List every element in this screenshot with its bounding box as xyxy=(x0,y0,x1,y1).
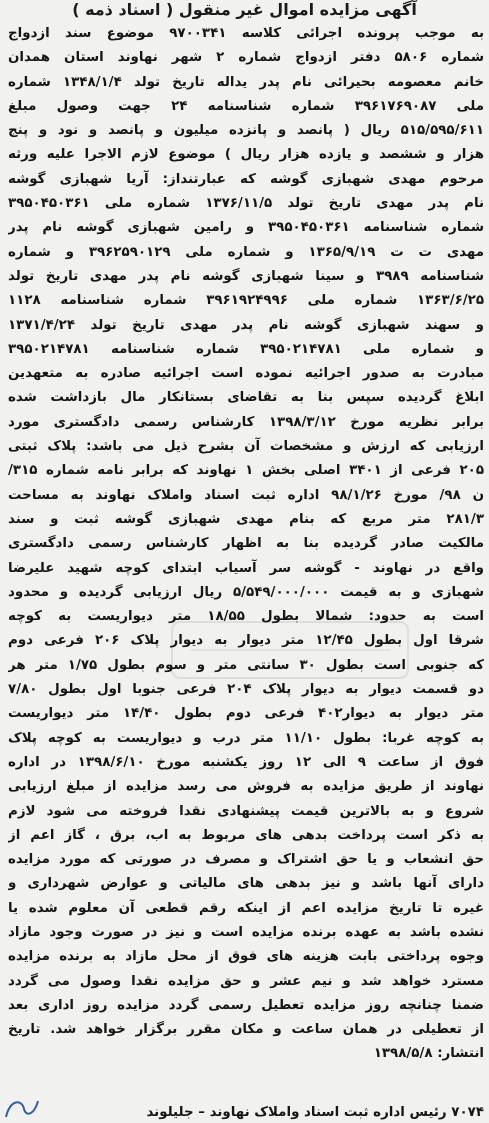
notice-line: نام پدر مهدی تاریخ تولد ۱۳۷۶/۱۱/۵ شماره ملی ۳۹۵۰۴۵۰۳۶۱ xyxy=(8,196,484,212)
notice-body xyxy=(8,22,484,1067)
notice-line: و شماره ملی ۳۹۵۰۲۱۴۷۸۱ شماره شناسنامه ۳۹۵۰۲۱۴۷۸۱ xyxy=(8,341,484,357)
notice-line: ضمنا چنانچه روز مزایده تعطیل رسمی گردد مزایده روز اداری بعد xyxy=(8,997,484,1013)
notice-line: ۵۱۵/۵۹۵/۶۱۱ ریال ( پانصد و پانزده میلیون و پانصد و نود و پنج xyxy=(8,123,484,139)
corner-emblem-icon xyxy=(2,1095,42,1121)
notice-line: مبادرت به صدور اجرائیه نموده است اجرائیه صادره به متعهدین xyxy=(8,366,484,382)
notice-line: است به حدود: شمالا بطول ۱۸/۵۵ متر دیواریست به کوچه xyxy=(8,609,484,625)
notice-line: به ذکر است پرداخت بدهی های مربوط به اب، برق ، گاز اعم از xyxy=(8,827,484,843)
notice-line: ۱۳۶۳/۶/۲۵ شماره ملی ۳۹۶۱۹۲۴۹۹۶ شماره شناسنامه ۱۱۲۸ xyxy=(8,293,484,309)
notice-line: به کوچه غربا: بطول ۱۱/۱۰ متر درب و دیواریست به کوچه پلاک xyxy=(8,730,484,746)
notice-line: انتشار: ۱۳۹۸/۵/۸ xyxy=(373,1046,484,1062)
notice-line: هزار و ششصد و یازده هزار ریال ) موضوع لازم الاجرا علیه ورثه xyxy=(8,147,484,163)
notice-line: ابلاغ گردیده سپس بنا به تقاضای بستانکار مال بازداشت شده xyxy=(8,390,484,406)
notice-line: شهبازی و به قیمت ۵/۵۴۹/۰۰۰/۰۰۰ ریال ارزیابی گردیده و محدود xyxy=(8,584,484,600)
notice-line: شماره شناسنامه ۳۹۵۰۴۵۰۳۶۱ و رامین شهبازی گوشه نام پدر xyxy=(8,220,484,236)
notice-line: مسترد خواهد شد و نیم عشر و حق مزایده نقدا وصول می گردد xyxy=(8,973,484,989)
notice-line: خانم معصومه بحیرائی نام پدر یداله تاریخ تولد ۱۳۴۸/۱/۴ شماره xyxy=(8,74,484,90)
notice-line: متر دیوار به دیوار۴۰۲ فرعی دوم بطول ۱۴/۴۰ متر دیواریست xyxy=(8,706,484,722)
notice-line: ۲۸۱/۳ متر مربع که بنام مهدی شهبازی گوشه ثبت و سند xyxy=(8,511,484,527)
notice-line: وجوه پرداختی بابت هزینه های فوق از محل مازاد به برنده مزایده xyxy=(8,949,484,965)
notice-line: نشده باشد به عهده برنده مزایده است و نیز در صورت وجود مازاد xyxy=(8,924,484,940)
notice-line: شناسنامه ۳۹۸۹ و سینا شهبازی گوشه نام پدر مهدی تاریخ تولد xyxy=(8,268,484,284)
notice-line: ملی ۳۹۶۱۷۶۹۰۸۷ شماره شناسنامه ۲۴ جهت وصول مبلغ xyxy=(8,98,484,114)
notice-line: ارزیابی که ارزش و مشخصات آن بشرح ذیل می باشد: پلاک ثبتی xyxy=(8,439,484,455)
notice-line: ۲۰۵ فرعی از ۳۴۰۱ اصلی بخش ۱ نهاوند که برابر نامه شماره ۳۱۵/ xyxy=(8,463,484,479)
notice-line: به موجب پرونده اجرائی کلاسه ۹۷۰۰۳۴۱ موضوع سند ازدواج xyxy=(8,26,484,41)
notice-line: مالکیت صادر گردیده بنا به اظهار کارشناس رسمی دادگستری xyxy=(8,536,484,552)
notice-signature: ۷۰۷۴ رئیس اداره ثبت اسناد واملاک نهاوند – جلیلوند xyxy=(146,1105,484,1120)
notice-line: و سهند شهبازی گوشه نام پدر مهدی تاریخ تولد ۱۳۷۱/۴/۲۴ xyxy=(8,317,484,333)
notice-line: دارای آنها باشد و نیز بدهی های مالیاتی و عوارض شهرداری و xyxy=(8,876,484,892)
notice-line: شماره ۵۸۰۶ دفتر ازدواج شماره ۲ شهر نهاوند استان همدان xyxy=(8,50,484,66)
notice-line: برابر نظریه مورخ ۱۳۹۸/۳/۱۲ کارشناس رسمی دادگستری مورد xyxy=(8,414,484,430)
notice-line: شرقا اول بطول ۱۲/۴۵ متر دیوار به دیوار پلاک ۲۰۶ فرعی دوم xyxy=(8,633,484,649)
notice-line: مرحوم مهدی شهبازی گوشه که عبارتنداز: آریا شهبازی گوشه xyxy=(8,171,484,187)
notice-line: غیره تا تاریخ مزایده اعم از اینکه رقم قطعی آن معلوم شده یا xyxy=(8,900,484,916)
notice-line: نهاوند از طریق مزایده به فروش می رسد مزایده از مبلغ ارزیابی xyxy=(8,779,484,795)
notice-line: فوق از ساعت ۹ الی ۱۲ روز یکشنبه مورخ ۱۳۹۸/۶/۱۰ در اداره xyxy=(8,754,484,770)
notice-line: دو قسمت دیوار به دیوار پلاک ۲۰۴ فرعی جنوبا اول بطول ۷/۸۰ xyxy=(8,682,484,698)
notice-title: آگهی مزایده اموال غیر منقول ( اسناد ذمه ) xyxy=(72,0,417,19)
notice-line: ن ۹۸/ مورخ ۹۸/۱/۲۶ اداره ثبت اسناد واملاک نهاوند به مساحت xyxy=(8,487,484,503)
notice-line: از تعطیلی در همان ساعت و مکان مقرر برگزار خواهد شد. تاریخ xyxy=(8,1022,484,1038)
notice-line: واقع در نهاوند - گوشه سر آسیاب ابتدای کوچه شهید علیرضا xyxy=(8,560,484,576)
notice-line: مهدی ت ت ۱۳۶۵/۹/۱۹ و شماره ملی ۳۹۶۲۵۹۰۱۲۹ و شماره xyxy=(8,244,484,260)
notice-line: شروع و به بالاترین قیمت پیشنهادی نقدا فروخته می شود لازم xyxy=(8,803,484,819)
notice-line: که جنوبی است بطول ۳۰ سانتی متر و سوم بطول ۱/۷۵ متر هر xyxy=(8,657,484,673)
notice-line: حق انشعاب و یا حق اشتراک و مصرف در صورتی که مورد مزایده xyxy=(8,852,484,868)
